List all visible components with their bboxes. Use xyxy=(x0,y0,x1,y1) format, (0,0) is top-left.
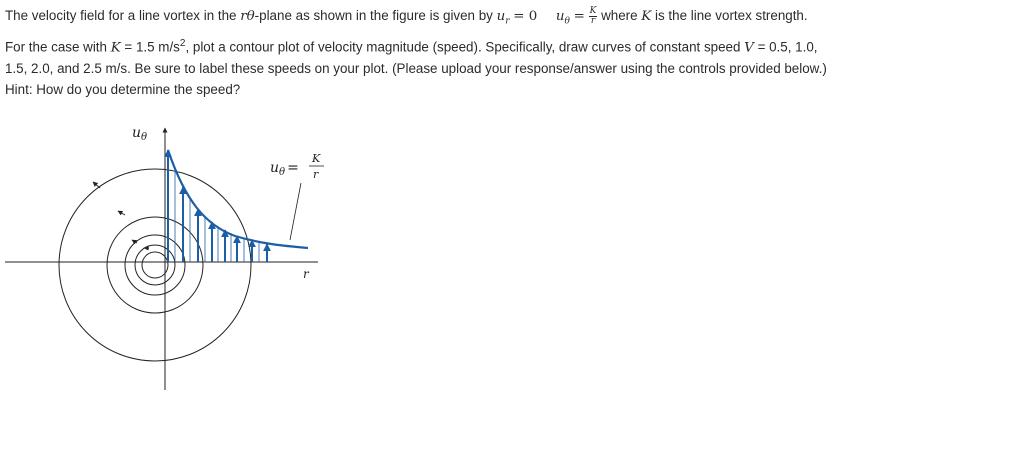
problem-line-4: Hint: How do you determine the speed? xyxy=(5,82,241,98)
arrowhead-icon xyxy=(93,182,100,188)
x-axis-label: r xyxy=(303,267,309,281)
curve-label-numerator: K xyxy=(312,152,321,165)
k-value: = 1.5 m/s xyxy=(120,39,180,55)
k-symbol: K xyxy=(110,40,121,56)
plane-symbol: rθ xyxy=(240,9,255,24)
utheta-subscript: θ xyxy=(564,16,570,27)
text-segment: For the case with xyxy=(5,39,111,55)
unit-exponent: 2 xyxy=(179,37,186,49)
curve-label-denominator: r xyxy=(313,168,319,181)
k-symbol: K xyxy=(641,9,652,24)
problem-line-2 xyxy=(5,33,1005,58)
ur-symbol: u xyxy=(496,9,506,24)
text-segment: , plot a contour plot of velocity magnitude (speed). Specifically, draw curves of constant speed xyxy=(185,39,745,55)
label-leader-line xyxy=(290,183,301,240)
ur-value: = 0 xyxy=(513,9,538,24)
utheta-symbol: u xyxy=(555,9,565,24)
v-symbol: V xyxy=(744,40,754,56)
text-segment: -plane as shown in the figure is given by xyxy=(254,8,497,23)
y-axis-label: $u_\theta$ xyxy=(132,125,148,143)
flow-direction-arrows xyxy=(93,182,149,248)
curve-label: $u_\theta$ = xyxy=(270,160,299,178)
ur-subscript: r xyxy=(505,16,510,27)
fraction-denominator: r xyxy=(590,15,596,26)
streamline-circles xyxy=(59,169,251,361)
arrowhead-icon xyxy=(118,211,125,215)
velocity-bars xyxy=(168,150,267,262)
text-segment: The velocity field for a line vortex in the xyxy=(5,8,241,23)
text-segment: where xyxy=(597,8,642,23)
problem-line-3: 1.5, 2.0, and 2.5 m/s. Be sure to label these speeds on your plot. (Please upload your response/answer using the controls provided below.) xyxy=(5,61,827,77)
problem-statement xyxy=(5,5,1005,100)
fraction-numerator: K xyxy=(589,5,597,16)
streamline-circle xyxy=(125,235,185,295)
streamline-circle xyxy=(142,252,168,278)
equals-sign: = xyxy=(573,9,585,24)
streamline-circle xyxy=(59,169,251,361)
vortex-figure xyxy=(0,110,360,410)
text-segment: is the line vortex strength. xyxy=(651,8,808,23)
speed-values: = 0.5, 1.0, xyxy=(753,39,818,55)
hatching-lines xyxy=(175,172,259,262)
streamline-circle xyxy=(107,217,203,313)
problem-line-1 xyxy=(5,5,1005,33)
